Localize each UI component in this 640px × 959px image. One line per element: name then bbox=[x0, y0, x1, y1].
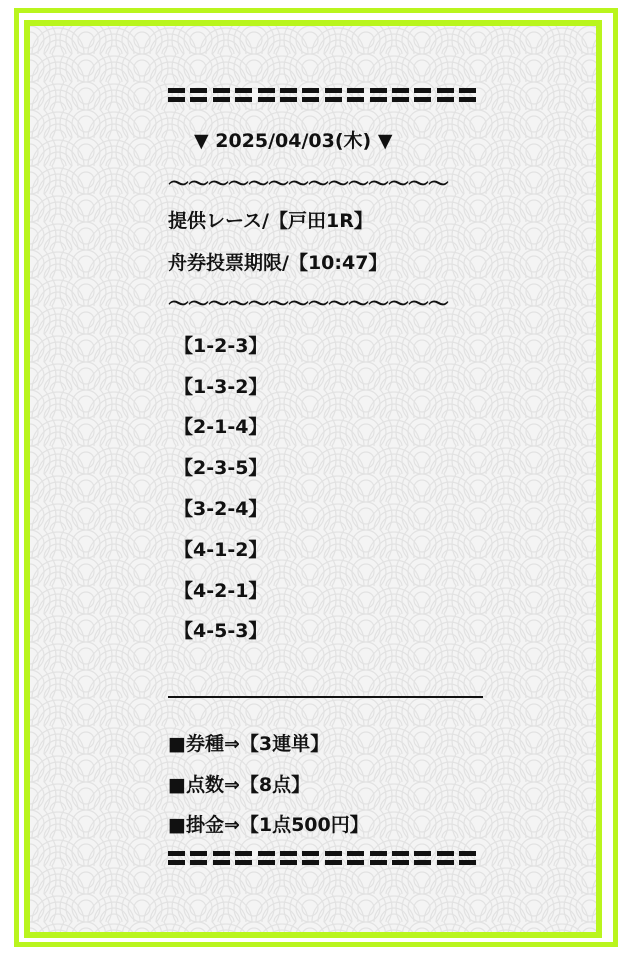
inner-frame bbox=[24, 20, 602, 938]
points-line: ■点数⇒【8点】 bbox=[168, 774, 311, 796]
pick-item: 【4-2-1】 bbox=[174, 580, 268, 602]
pick-item: 【1-2-3】 bbox=[174, 335, 268, 357]
pick-item: 【4-1-2】 bbox=[174, 539, 268, 561]
deadline-line: 舟券投票期限/【10:47】 bbox=[168, 252, 388, 274]
date-line: ▼ 2025/04/03(木) ▼ bbox=[194, 130, 393, 152]
bottom-double-line bbox=[168, 851, 478, 867]
wave-divider-bottom: 〜〜〜〜〜〜〜〜〜〜〜〜〜〜 bbox=[168, 292, 448, 316]
stake-line: ■掛金⇒【1点500円】 bbox=[168, 814, 369, 836]
pick-item: 【4-5-3】 bbox=[174, 620, 268, 642]
pick-item: 【2-3-5】 bbox=[174, 457, 268, 479]
wave-divider-top: 〜〜〜〜〜〜〜〜〜〜〜〜〜〜 bbox=[168, 172, 448, 196]
pick-item: 【2-1-4】 bbox=[174, 416, 268, 438]
ticket-type-line: ■券種⇒【3連単】 bbox=[168, 733, 330, 755]
top-double-line bbox=[168, 88, 478, 104]
race-line: 提供レース/【戸田1R】 bbox=[168, 210, 373, 232]
horizontal-rule bbox=[168, 696, 483, 698]
pick-item: 【3-2-4】 bbox=[174, 498, 268, 520]
pick-item: 【1-3-2】 bbox=[174, 376, 268, 398]
